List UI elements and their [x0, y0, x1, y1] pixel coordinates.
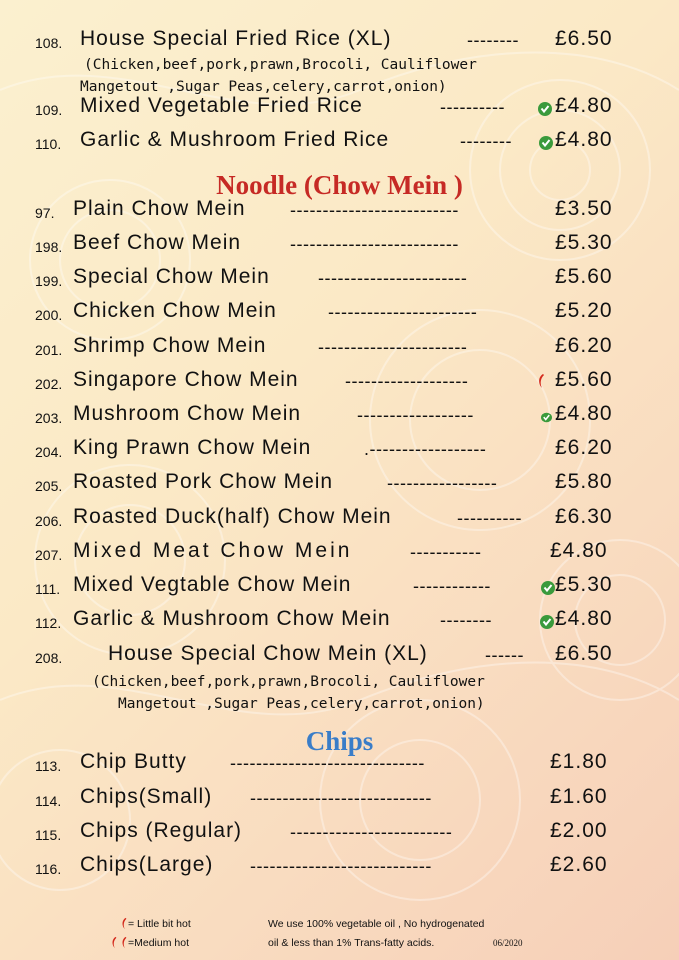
menu-item-97: [0, 195, 679, 229]
item-number: 113.: [35, 758, 62, 774]
item-price: £6.30: [555, 505, 613, 528]
item-leader: ------: [485, 645, 524, 665]
item-leader: -----------------------: [318, 268, 468, 288]
menu-item-201: [0, 332, 679, 366]
item-leader: -------------------: [345, 371, 469, 391]
menu-item-109: [0, 92, 679, 126]
item-number: 208.: [35, 650, 63, 666]
item-price: £1.80: [550, 750, 608, 773]
item-name: Chips (Regular): [80, 819, 243, 842]
item-leader: ----------: [457, 508, 522, 528]
menu-item-112: [0, 605, 679, 639]
item-number: 115.: [35, 827, 62, 843]
item-price: £5.60: [555, 368, 613, 391]
item-price: £5.20: [555, 299, 613, 322]
chili-icon: [536, 373, 546, 389]
item-number: 108.: [35, 35, 63, 51]
item-description: Mangetout ,Sugar Peas,celery,carrot,onion): [80, 79, 447, 95]
oil-note: We use 100% vegetable oil , No hydrogenated: [268, 918, 485, 930]
vegetarian-icon: [540, 412, 553, 423]
chili-icon: [120, 917, 128, 930]
item-leader: --------: [460, 131, 512, 151]
item-number: 112.: [35, 615, 62, 631]
item-name: Chips(Small): [80, 785, 213, 808]
item-price: £2.00: [550, 819, 608, 842]
item-leader: ------------: [413, 576, 491, 596]
item-name: Mixed Vegetable Fried Rice: [80, 94, 363, 117]
vegetarian-icon: [540, 615, 554, 629]
item-leader: ----------------------------: [250, 856, 432, 876]
item-name: Special Chow Mein: [73, 265, 270, 288]
item-number: 111.: [35, 581, 61, 597]
item-number: 109.: [35, 102, 63, 118]
item-price: £5.80: [555, 470, 613, 493]
menu-item-116: [0, 851, 679, 885]
item-price: £5.60: [555, 265, 613, 288]
item-leader: ----------: [440, 97, 505, 117]
item-price: £3.50: [555, 197, 613, 220]
chili-icon: [120, 936, 128, 949]
item-price: £5.30: [555, 231, 613, 254]
section-title-noodle: Noodle (Chow Mein ): [216, 170, 463, 200]
item-price: £2.60: [550, 853, 608, 876]
item-leader: -----------------: [387, 473, 498, 493]
menu-item-208: [0, 640, 679, 674]
item-leader: -----------------------: [328, 302, 478, 322]
item-name: Chips(Large): [80, 853, 214, 876]
item-number: 114.: [35, 793, 62, 809]
legend-medium-hot: =Medium hot: [128, 937, 189, 949]
item-leader: -----------: [410, 542, 482, 562]
menu-item-111: [0, 571, 679, 605]
item-number: 206.: [35, 513, 63, 529]
item-price: £4.80: [555, 94, 613, 117]
item-name: Mushroom Chow Mein: [73, 402, 302, 425]
item-number: 110.: [35, 136, 62, 152]
menu-item-198: [0, 229, 679, 263]
menu-item-204: [0, 434, 679, 468]
item-name: Chicken Chow Mein: [73, 299, 277, 322]
item-price: £6.20: [555, 334, 613, 357]
item-number: 204.: [35, 444, 63, 460]
item-name: House Special Chow Mein (XL): [108, 642, 428, 665]
menu-item-110: [0, 126, 679, 160]
item-number: 97.: [35, 205, 55, 221]
item-leader: ------------------: [357, 405, 474, 425]
menu-item-108: [0, 25, 679, 59]
item-number: 201.: [35, 342, 63, 358]
item-price: £6.20: [555, 436, 613, 459]
item-price: £6.50: [555, 642, 613, 665]
menu-item-202: [0, 366, 679, 400]
item-name: Beef Chow Mein: [73, 231, 242, 254]
item-leader: ------------------------------: [230, 753, 425, 773]
item-price: £4.80: [555, 402, 613, 425]
item-name: House Special Fried Rice (XL): [80, 27, 392, 50]
item-name: Plain Chow Mein: [73, 197, 246, 220]
menu-item-115: [0, 817, 679, 851]
item-price: £5.30: [555, 573, 613, 596]
oil-note: oil & less than 1% Trans-fatty acids.: [268, 937, 435, 949]
item-number: 198.: [35, 239, 63, 255]
item-description: (Chicken,beef,pork,prawn,Brocoli, Cauliflower: [84, 57, 477, 73]
item-leader: .------------------: [364, 439, 487, 459]
legend-little-hot: = Little bit hot: [128, 918, 191, 930]
item-price: £6.50: [555, 27, 613, 50]
item-description: Mangetout ,Sugar Peas,celery,carrot,onion): [118, 696, 485, 712]
item-number: 203.: [35, 410, 63, 426]
item-leader: -----------------------: [318, 337, 468, 357]
item-name: Singapore Chow Mein: [73, 368, 299, 391]
section-title-chips: Chips: [305, 726, 374, 756]
item-number: 200.: [35, 307, 63, 323]
vegetarian-icon: [538, 102, 552, 116]
menu-item-199: [0, 263, 679, 297]
item-number: 116.: [35, 861, 62, 877]
item-name: Garlic & Mushroom Chow Mein: [73, 607, 391, 630]
item-number: 202.: [35, 376, 63, 392]
item-name: Mixed Meat Chow Mein: [73, 539, 353, 562]
item-leader: --------------------------: [290, 234, 459, 254]
item-price: £4.80: [555, 607, 613, 630]
item-leader: ----------------------------: [250, 788, 432, 808]
item-number: 207.: [35, 547, 63, 563]
menu-item-205: [0, 468, 679, 502]
menu-item-200: [0, 297, 679, 331]
vegetarian-icon: [541, 581, 555, 595]
item-number: 199.: [35, 273, 63, 289]
item-leader: -------------------------: [290, 822, 453, 842]
item-leader: --------: [467, 30, 519, 50]
item-price: £4.80: [550, 539, 608, 562]
item-name: Mixed Vegtable Chow Mein: [73, 573, 352, 596]
item-leader: --------------------------: [290, 200, 459, 220]
item-name: Roasted Pork Chow Mein: [73, 470, 334, 493]
item-name: King Prawn Chow Mein: [73, 436, 312, 459]
vegetarian-icon: [539, 136, 553, 150]
item-name: Shrimp Chow Mein: [73, 334, 267, 357]
menu-item-207: [0, 537, 679, 571]
item-number: 205.: [35, 478, 63, 494]
menu-item-206: [0, 503, 679, 537]
item-name: Roasted Duck(half) Chow Mein: [73, 505, 392, 528]
item-price: £4.80: [555, 128, 613, 151]
chili-icon: [110, 936, 118, 949]
menu-item-113: [0, 748, 679, 782]
item-description: (Chicken,beef,pork,prawn,Brocoli, Cauliflower: [92, 674, 485, 690]
item-name: Garlic & Mushroom Fried Rice: [80, 128, 390, 151]
item-price: £1.60: [550, 785, 608, 808]
menu-date: 06/2020: [493, 938, 523, 948]
item-name: Chip Butty: [80, 750, 187, 773]
item-leader: --------: [440, 610, 492, 630]
menu-item-114: [0, 783, 679, 817]
menu-item-203: [0, 400, 679, 434]
